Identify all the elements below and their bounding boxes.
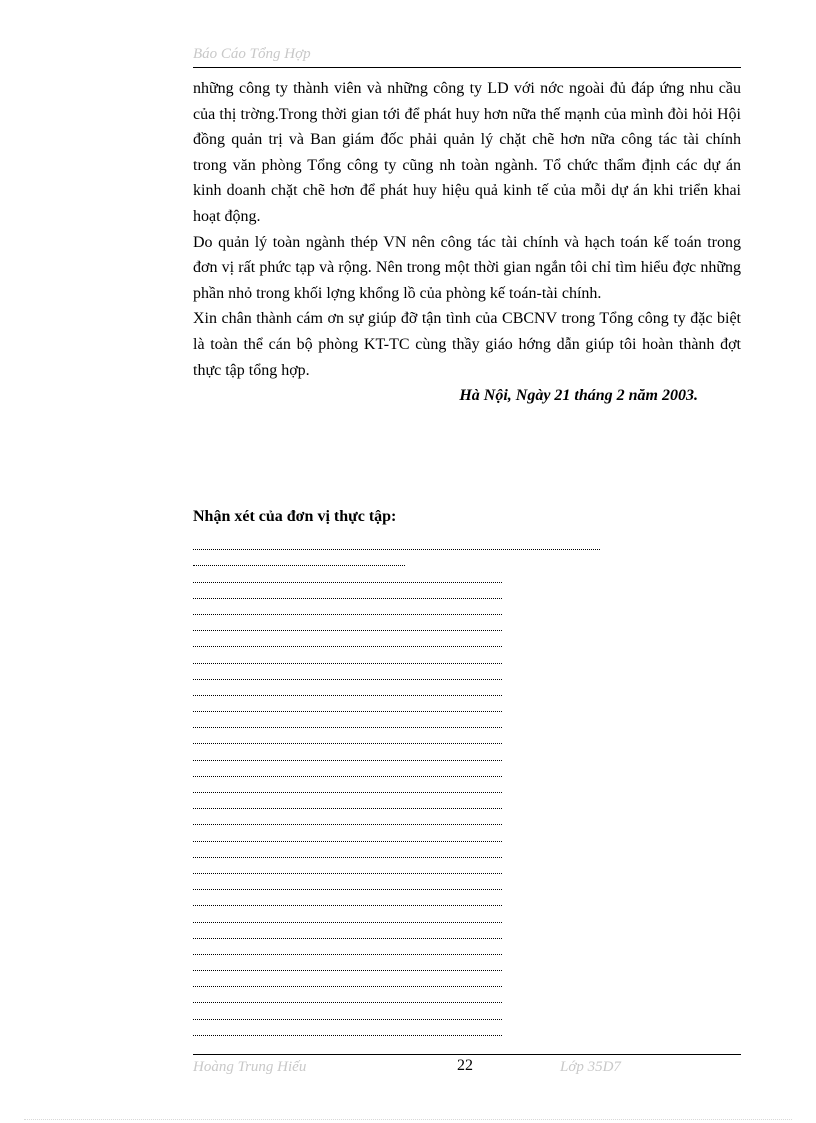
dotted-line [193, 1020, 502, 1036]
dotted-line [193, 566, 502, 582]
dotted-line [193, 647, 502, 663]
footer-rule [193, 1054, 741, 1055]
dotted-line [193, 777, 502, 793]
comment-heading: Nhận xét của đơn vị thực tập: [193, 508, 397, 525]
dotted-line [193, 987, 502, 1003]
dotted-line [193, 680, 502, 696]
paragraph-2: Do quản lý toàn ngành thép VN nên công tác tài chính và hạch toán kế toán trong đơn vị rất phức tạp và rộng. Nên trong một thời gian ngắn tôi chỉ tìm hiểu đợc những phần nhỏ trong khối lợng khổng lồ của phòng kế toán-tài chính. [193, 233, 741, 302]
report-body [193, 76, 741, 409]
dotted-line [193, 874, 502, 890]
paragraph-3: Xin chân thành cám ơn sự giúp đỡ tận tình của CBCNV trong Tổng công ty đặc biệt là toàn thể cán bộ phòng KT-TC cùng thầy giáo hớng dẫn giúp tôi hoàn thành đợt thực tập tổng hợp. [193, 310, 741, 379]
dotted-line [193, 906, 502, 922]
dotted-line [193, 534, 600, 550]
dotted-line [193, 615, 502, 631]
dotted-line [193, 890, 502, 906]
dotted-line [193, 971, 502, 987]
dotted-line [193, 664, 502, 680]
dotted-line [193, 955, 502, 971]
dotted-line [193, 712, 502, 728]
footer-author: Hoàng Trung Hiếu [193, 1059, 307, 1075]
dotted-line [193, 744, 502, 760]
page-number: 22 [457, 1057, 473, 1074]
dotted-line [193, 809, 502, 825]
dotted-line [193, 858, 502, 874]
dotted-line [193, 842, 502, 858]
paragraph-1: những công ty thành viên và những công ty LD với nớc ngoài đủ đáp ứng nhu cầu của thị trờng.Trong thời gian tới để phát huy hơn nữa thế mạnh của mình đòi hỏi Hội đồng quản trị và Ban giám đốc phải quản lý chặt chẽ hơn nữa công tác tài chính trong văn phòng Tổng công ty cũng nh toàn ngành. Tổ chức thẩm định các dự án kinh doanh chặt chẽ hơn để phát huy hiệu quả kinh tế của mỗi dự án khi triển khai hoạt động. [193, 80, 741, 225]
header-rule [193, 67, 741, 68]
page-bottom-edge [24, 1119, 792, 1120]
dotted-line [193, 793, 502, 809]
date-signoff: Hà Nội, Ngày 21 tháng 2 năm 2003. [459, 387, 698, 405]
dotted-line [193, 825, 502, 841]
comment-dotted-lines [193, 534, 600, 1036]
running-header: Báo Cáo Tổng Hợp [193, 46, 311, 62]
dotted-line [193, 599, 502, 615]
dotted-line [193, 923, 502, 939]
dotted-line [193, 728, 502, 744]
dotted-line [193, 583, 502, 599]
dotted-line [193, 696, 502, 712]
footer-class: Lớp 35D7 [560, 1059, 621, 1075]
dotted-line [193, 631, 502, 647]
dotted-line [193, 1003, 502, 1019]
dotted-line [193, 550, 405, 566]
dotted-line [193, 939, 502, 955]
dotted-line [193, 761, 502, 777]
